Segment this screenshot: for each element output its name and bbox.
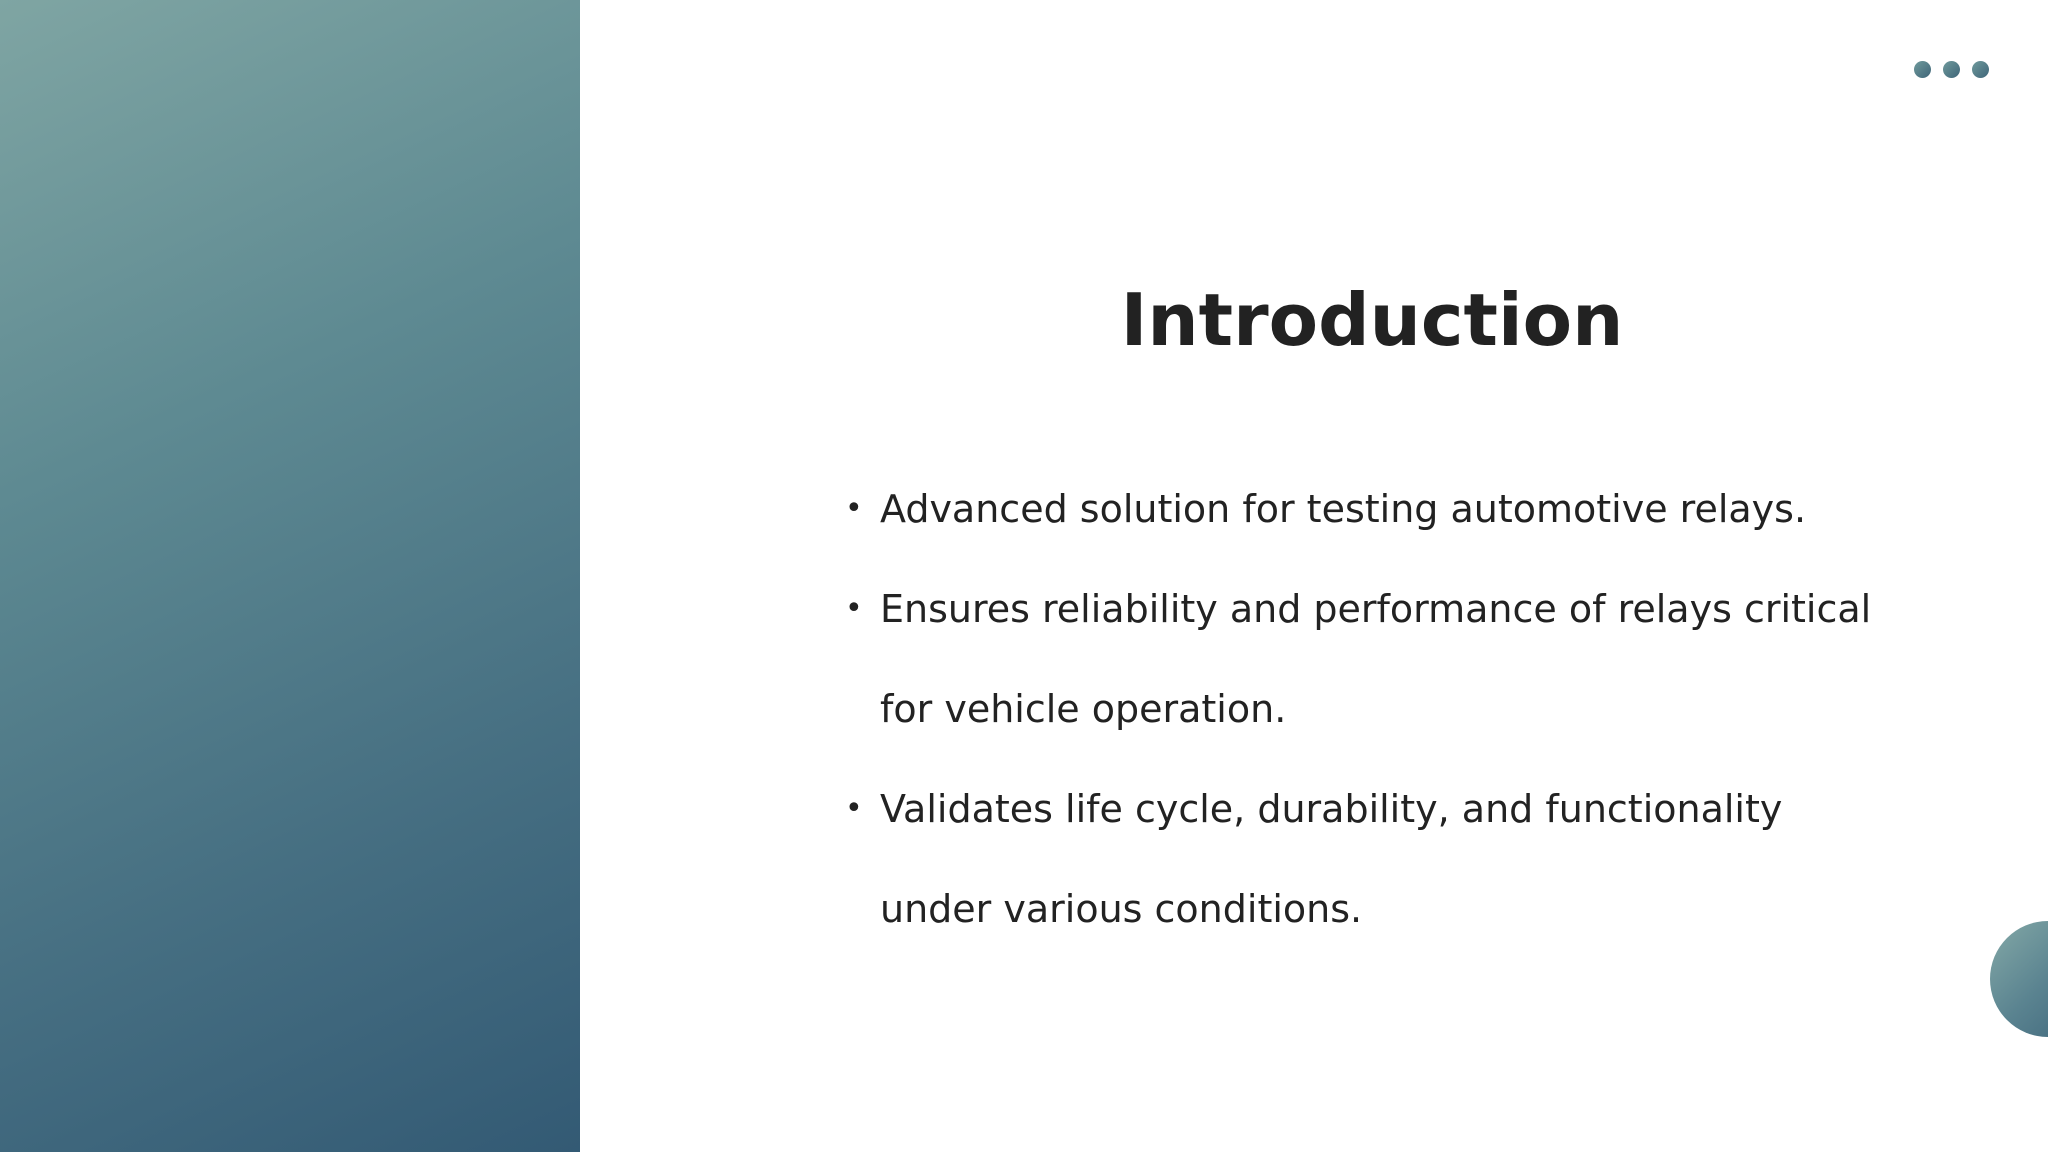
bullet-item (845, 759, 1885, 959)
bullet-text: Ensures reliability and performance of relays critical for vehicle operation. (880, 587, 1872, 731)
bullet-icon: • (845, 791, 863, 826)
dot-icon (1972, 61, 1989, 78)
bullet-icon: • (845, 591, 863, 626)
gradient-side-panel (0, 0, 580, 1152)
bullet-item (845, 459, 1885, 559)
more-dots-icon (1914, 61, 1989, 78)
bullet-list (845, 459, 1885, 959)
bullet-text: Advanced solution for testing automotive relays. (880, 487, 1807, 531)
bullet-text: Validates life cycle, durability, and functionality under various conditions. (880, 787, 1783, 931)
slide-title: Introduction (1120, 278, 1624, 362)
dot-icon (1943, 61, 1960, 78)
bullet-item (845, 559, 1885, 759)
decorative-circle (1990, 921, 2048, 1037)
bullet-icon: • (845, 491, 863, 526)
dot-icon (1914, 61, 1931, 78)
